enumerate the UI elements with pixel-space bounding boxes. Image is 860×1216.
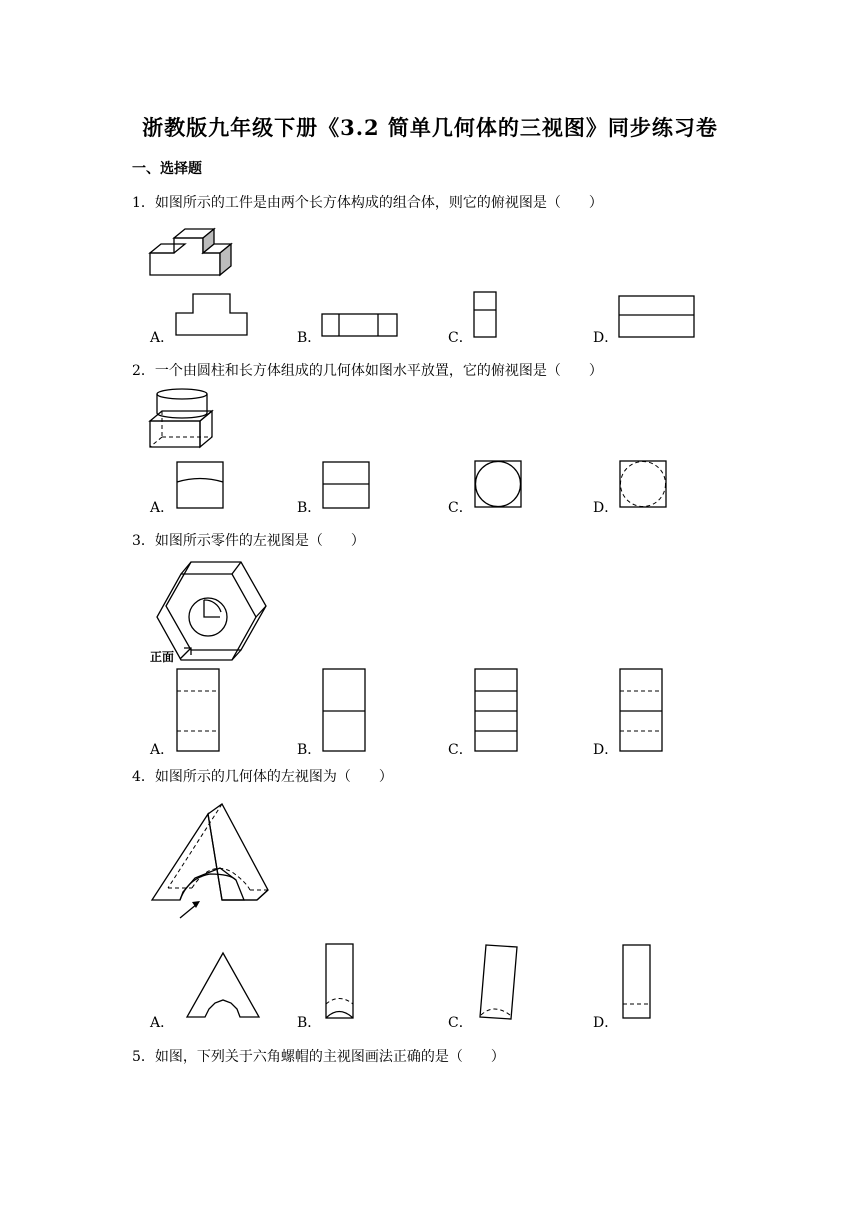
q1-option-a-label[interactable]: A． — [150, 330, 175, 346]
q2-option-b-label[interactable]: B． — [297, 500, 322, 516]
q2-option-d-label[interactable]: D． — [593, 500, 619, 516]
q1-option-d-figure[interactable] — [618, 295, 696, 339]
q3-option-d-figure[interactable] — [619, 668, 665, 754]
question-1-text: 1．如图所示的工件是由两个长方体构成的组合体，则它的俯视图是（ ） — [132, 195, 603, 211]
q2-option-c-figure[interactable] — [474, 460, 524, 510]
question-4-text: 4．如图所示的几何体的左视图为（ ） — [132, 769, 393, 785]
q4-option-b-figure[interactable] — [325, 943, 357, 1023]
q2-option-a-figure[interactable] — [176, 461, 226, 511]
q1-option-d-label[interactable]: D． — [593, 330, 619, 346]
q3-option-b-figure[interactable] — [322, 668, 368, 754]
q1-option-c-label[interactable]: C． — [448, 330, 473, 346]
q1-option-b-figure[interactable] — [321, 313, 399, 339]
q3-option-b-label[interactable]: B． — [297, 742, 322, 758]
q4-option-b-label[interactable]: B． — [297, 1015, 322, 1031]
q2-figure-cylinder-on-box — [148, 387, 220, 451]
q3-front-label: 正面 — [150, 650, 175, 664]
question-5-text: 5．如图，下列关于六角螺帽的主视图画法正确的是（ ） — [132, 1049, 505, 1065]
q4-option-d-label[interactable]: D． — [593, 1015, 619, 1031]
q4-figure-arch-prism — [150, 798, 280, 928]
page-title: 浙教版九年级下册《3.2 简单几何体的三视图》同步练习卷 — [142, 115, 718, 140]
q2-option-c-label[interactable]: C． — [448, 500, 473, 516]
q4-option-c-label[interactable]: C． — [448, 1015, 473, 1031]
q3-option-d-label[interactable]: D． — [593, 742, 619, 758]
q4-option-c-figure[interactable] — [478, 943, 522, 1023]
q3-option-c-label[interactable]: C． — [448, 742, 473, 758]
section-heading: 一、选择题 — [132, 161, 202, 177]
q2-option-d-figure[interactable] — [619, 460, 669, 510]
q4-option-a-label[interactable]: A． — [150, 1015, 175, 1031]
arrow-icon — [178, 645, 194, 661]
q1-option-a-figure[interactable] — [175, 293, 250, 337]
q1-option-c-figure[interactable] — [473, 291, 499, 339]
q3-option-c-figure[interactable] — [474, 668, 520, 754]
q4-option-d-figure[interactable] — [622, 944, 654, 1024]
q1-option-b-label[interactable]: B． — [297, 330, 322, 346]
q2-option-b-figure[interactable] — [322, 461, 372, 511]
q2-option-a-label[interactable]: A． — [150, 500, 175, 516]
q1-figure-l-shape-solid — [148, 222, 238, 278]
q3-option-a-label[interactable]: A． — [150, 742, 175, 758]
question-2-text: 2．一个由圆柱和长方体组成的几何体如图水平放置，它的俯视图是（ ） — [132, 363, 603, 379]
q3-option-a-figure[interactable] — [176, 668, 222, 754]
q4-option-a-figure[interactable] — [185, 951, 263, 1021]
question-3-text: 3．如图所示零件的左视图是（ ） — [132, 533, 365, 549]
